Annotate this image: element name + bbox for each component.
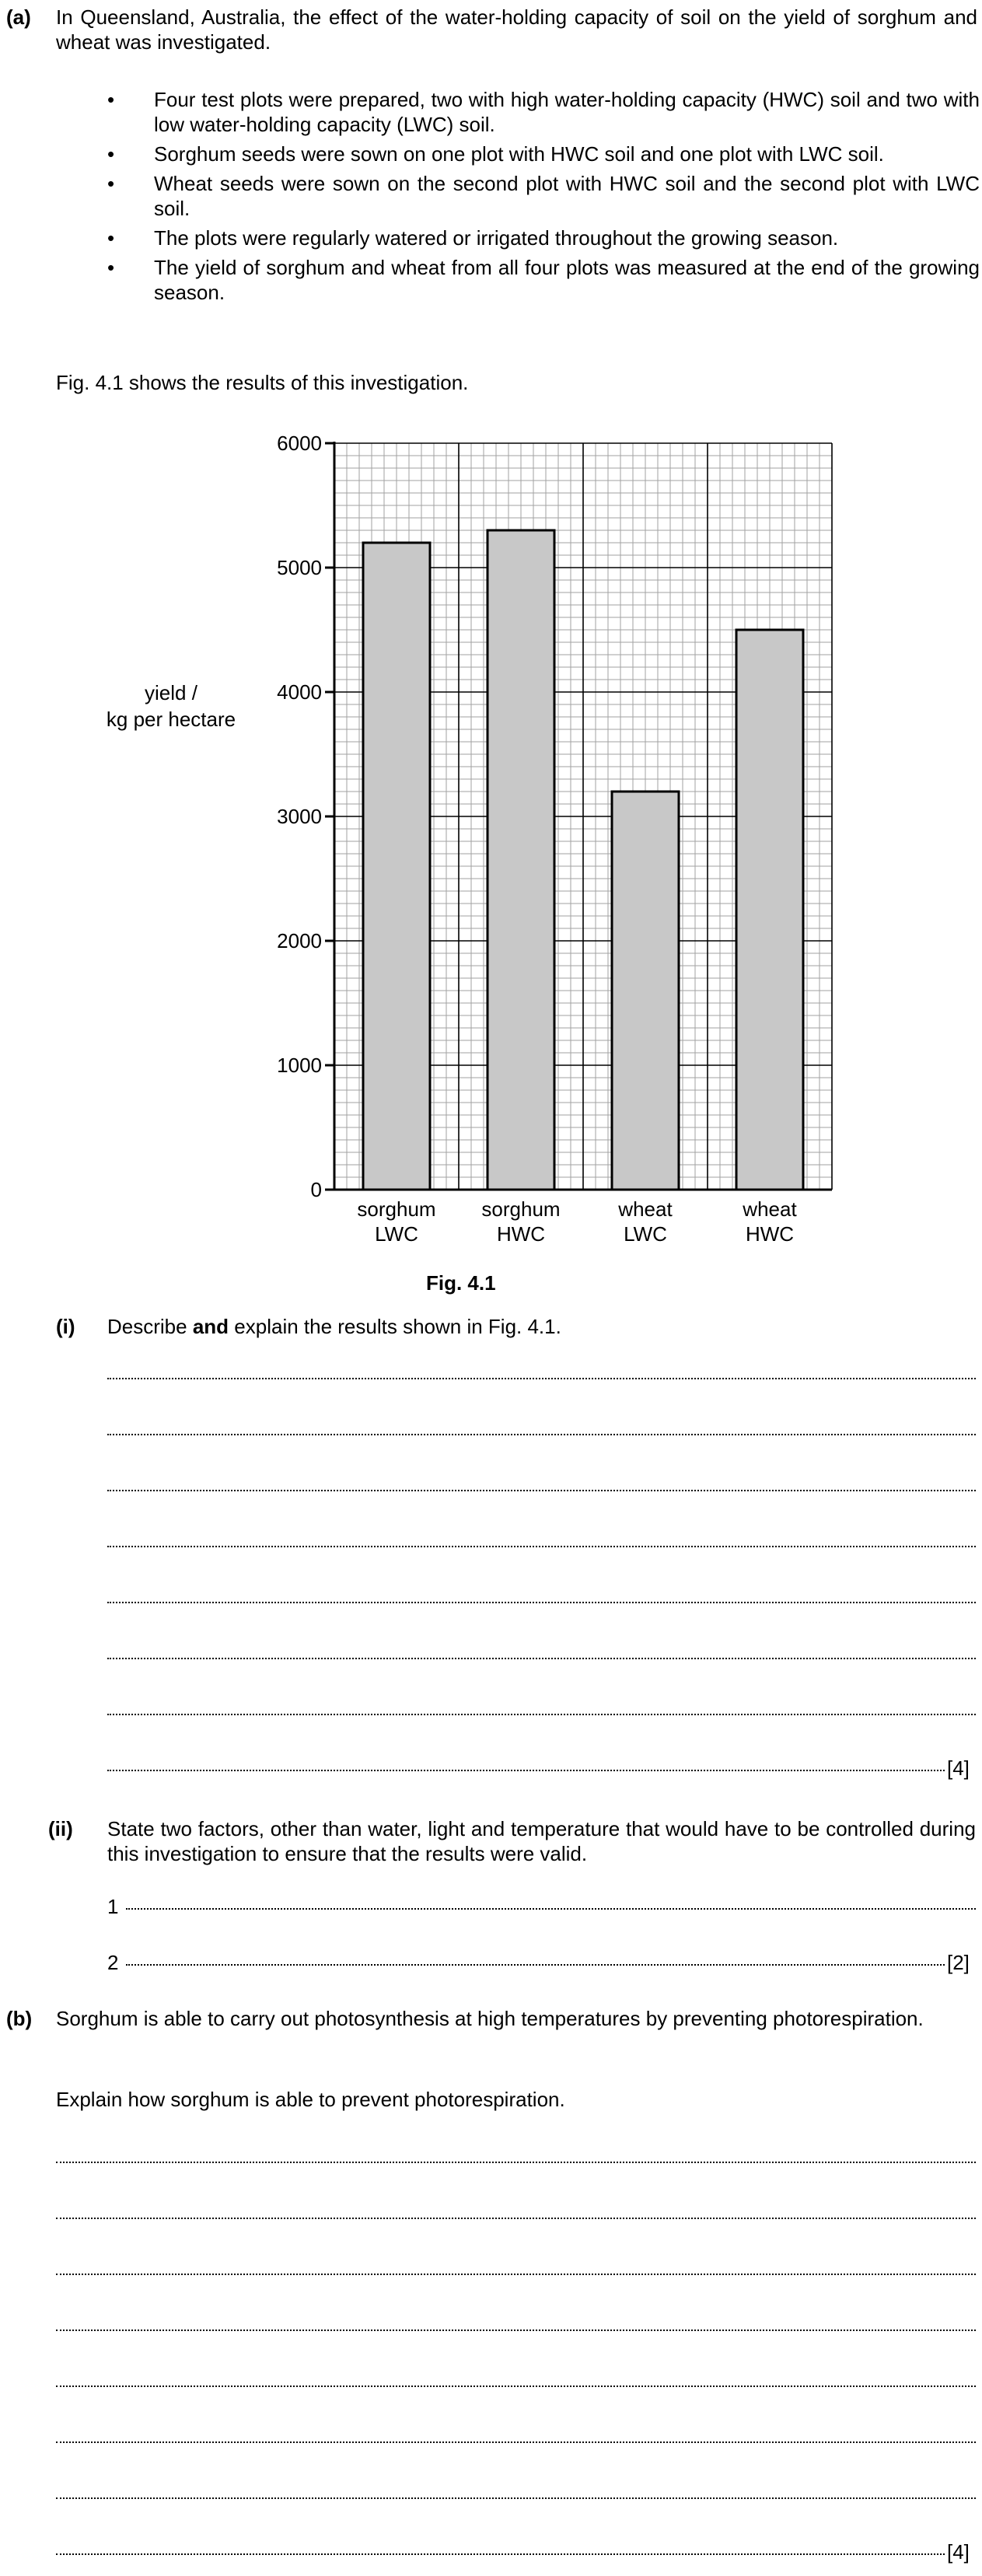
answer-line[interactable] bbox=[126, 1907, 976, 1910]
y-axis-label: yield / bbox=[145, 681, 197, 704]
marks-badge: [2] bbox=[947, 1951, 970, 1974]
figure-intro: Fig. 4.1 shows the results of this investigation. bbox=[56, 371, 469, 394]
y-tick-label: 2000 bbox=[277, 929, 322, 952]
list-item: • Four test plots were prepared, two with high water-holding capacity (HWC) soil and two with low water-holding capacity (LWC) soil. bbox=[107, 88, 980, 136]
bullet-icon: • bbox=[107, 226, 115, 250]
answer-number: 1 bbox=[107, 1895, 119, 1918]
answer-line[interactable] bbox=[56, 2328, 976, 2331]
x-tick-label: sorghum bbox=[357, 1197, 436, 1221]
answer-line[interactable] bbox=[56, 2496, 976, 2499]
x-tick-label: wheat bbox=[743, 1197, 797, 1221]
answer-line[interactable] bbox=[56, 2384, 976, 2387]
x-tick-label: wheat bbox=[618, 1197, 673, 1221]
answer-line[interactable] bbox=[56, 2272, 976, 2275]
y-tick-label: 6000 bbox=[277, 432, 322, 455]
answer-number: 2 bbox=[107, 1951, 119, 1974]
y-tick-label: 4000 bbox=[277, 680, 322, 704]
marks-badge: [4] bbox=[947, 1756, 970, 1780]
y-tick-label: 3000 bbox=[277, 805, 322, 828]
answer-line[interactable] bbox=[107, 1600, 976, 1603]
list-item: • The yield of sorghum and wheat from all four plots was measured at the end of the growing season. bbox=[107, 256, 980, 304]
question-i-label: (i) bbox=[56, 1315, 75, 1338]
answer-line[interactable] bbox=[56, 2160, 976, 2163]
part-b-text: Sorghum is able to carry out photosynthesis at high temperatures by preventing photorespiration. bbox=[56, 2007, 924, 2030]
bullet-icon: • bbox=[107, 256, 115, 279]
question-ii-text: State two factors, other than water, light and temperature that would have to be controlled during this investigation to ensure that the results were valid. bbox=[107, 1817, 976, 1865]
bullet-icon: • bbox=[107, 88, 115, 111]
y-axis-label: kg per hectare bbox=[106, 708, 236, 731]
part-b-question: Explain how sorghum is able to prevent photorespiration. bbox=[56, 2088, 565, 2111]
y-tick-label: 5000 bbox=[277, 556, 322, 579]
x-tick-label: LWC bbox=[624, 1222, 667, 1246]
answer-line[interactable] bbox=[126, 1963, 945, 1966]
answer-line[interactable] bbox=[56, 2440, 976, 2443]
answer-line[interactable] bbox=[107, 1488, 976, 1491]
method-bullet-list bbox=[107, 87, 980, 309]
list-item: • Sorghum seeds were sown on one plot with HWC soil and one plot with LWC soil. bbox=[107, 142, 884, 166]
answer-line[interactable] bbox=[107, 1656, 976, 1659]
bullet-icon: • bbox=[107, 142, 115, 166]
bar-chart bbox=[0, 404, 982, 1252]
list-item: • The plots were regularly watered or irrigated throughout the growing season. bbox=[107, 226, 839, 250]
answer-line[interactable] bbox=[107, 1712, 976, 1715]
chart-bar-2 bbox=[488, 530, 554, 1190]
answer-line[interactable] bbox=[107, 1432, 976, 1435]
marks-badge: [4] bbox=[947, 2540, 970, 2564]
answer-line[interactable] bbox=[107, 1544, 976, 1547]
chart-bar-3 bbox=[612, 792, 679, 1190]
answer-line[interactable] bbox=[56, 2216, 976, 2219]
question-i-text: Describe and explain the results shown in Fig. 4.1. bbox=[107, 1315, 561, 1338]
y-tick-label: 0 bbox=[310, 1178, 322, 1201]
answer-line[interactable] bbox=[107, 1768, 945, 1771]
x-tick-label: HWC bbox=[745, 1222, 795, 1246]
question-ii-label: (ii) bbox=[48, 1817, 73, 1840]
answer-line[interactable] bbox=[107, 1376, 976, 1379]
figure-caption: Fig. 4.1 bbox=[426, 1271, 496, 1295]
answer-line[interactable] bbox=[56, 2552, 945, 2555]
x-tick-label: LWC bbox=[375, 1222, 418, 1246]
part-a-intro: In Queensland, Australia, the effect of the water-holding capacity of soil on the yield of sorghum and wheat was investigated. bbox=[56, 5, 977, 54]
chart-bar-4 bbox=[736, 630, 803, 1190]
part-a-label: (a) bbox=[6, 5, 31, 29]
bullet-icon: • bbox=[107, 172, 115, 195]
y-tick-label: 1000 bbox=[277, 1054, 322, 1077]
chart-bar-1 bbox=[363, 543, 430, 1190]
x-tick-label: sorghum bbox=[481, 1197, 561, 1221]
x-tick-label: HWC bbox=[496, 1222, 546, 1246]
list-item: • Wheat seeds were sown on the second plot with HWC soil and the second plot with LWC soil. bbox=[107, 172, 980, 220]
part-b-label: (b) bbox=[6, 2007, 33, 2030]
